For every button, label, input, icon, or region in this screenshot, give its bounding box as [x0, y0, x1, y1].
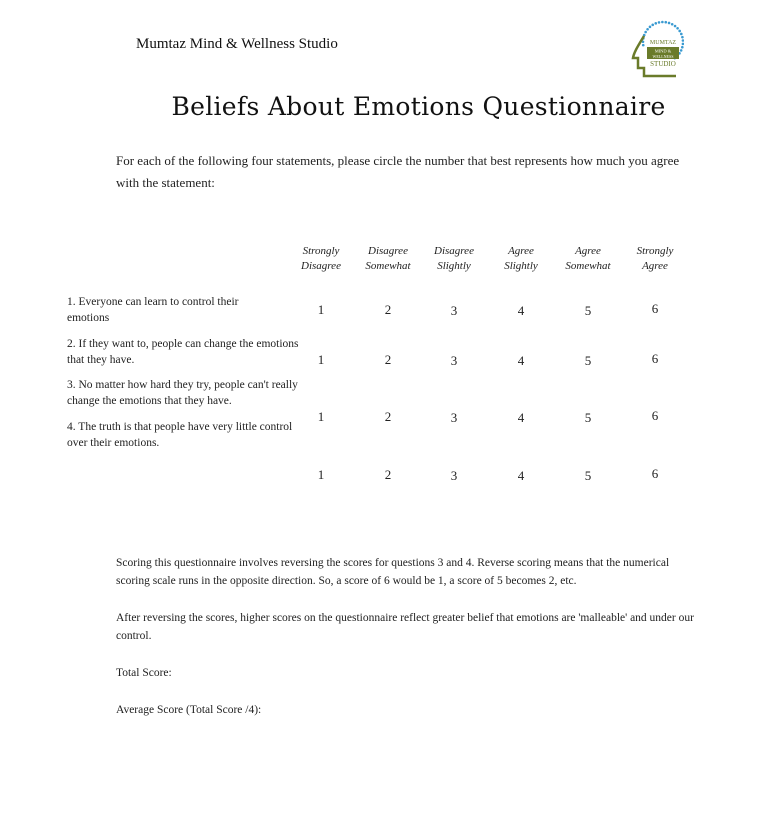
- logo-dot: [682, 43, 684, 46]
- logo-dot: [681, 36, 684, 39]
- scale-header-line: Disagree: [434, 245, 474, 257]
- instructions: For each of the following four statements, please circle the number that best represents how much you agree with the statement:: [116, 153, 680, 190]
- rating-option-4[interactable]: 4: [517, 468, 525, 483]
- logo-dot: [668, 22, 671, 25]
- scale-header-line: Disagree: [368, 245, 408, 257]
- statement-1: [67, 294, 323, 326]
- scale-header-line: Agree: [642, 260, 668, 272]
- statement-3: [67, 377, 323, 409]
- scale-header-line: Agree: [508, 245, 534, 257]
- rating-option-4[interactable]: 4: [517, 353, 525, 368]
- logo-dot: [678, 30, 681, 33]
- logo-dot: [649, 26, 652, 29]
- scale-header-3: [419, 244, 489, 274]
- scale-header-line: Disagree: [301, 260, 341, 272]
- rating-option-4[interactable]: 4: [517, 410, 525, 425]
- studio-name: Mumtaz Mind & Wellness Studio: [136, 36, 338, 52]
- scale-header-line: Strongly: [302, 245, 340, 257]
- scale-header-1: [286, 244, 356, 274]
- logo-dot: [661, 21, 664, 24]
- statement-line: 2. If they want to, people can change the emotions: [67, 338, 299, 350]
- scale-header-line: Strongly: [636, 245, 674, 257]
- rating-option-6[interactable]: 6: [651, 408, 659, 423]
- logo-text-2: MIND &: [654, 48, 672, 54]
- rating-option-3[interactable]: 3: [450, 353, 458, 368]
- logo-dot: [654, 22, 657, 25]
- rating-option-2[interactable]: 2: [384, 409, 392, 424]
- studio-logo: [630, 18, 684, 80]
- logo-dot: [664, 21, 667, 24]
- statement-line: 4. The truth is that people have very little control: [67, 421, 293, 433]
- logo-text-1: MUMTAZ: [649, 40, 677, 46]
- statement-2: [67, 336, 323, 368]
- scale-header-4: [486, 244, 556, 274]
- scale-header-line: Slightly: [437, 260, 471, 272]
- rating-option-2[interactable]: 2: [384, 352, 392, 367]
- rating-option-3[interactable]: 3: [450, 303, 458, 318]
- logo-dot: [651, 24, 654, 27]
- statement-line: emotions: [67, 312, 110, 324]
- statement-4: [67, 419, 323, 451]
- rating-option-6[interactable]: 6: [651, 466, 659, 481]
- rating-option-6[interactable]: 6: [651, 301, 659, 316]
- scoring-interpretation: After reversing the scores, higher scores on the questionnaire reflect greater belief that emotions are 'malleable' and under our control.: [116, 612, 694, 642]
- rating-option-5[interactable]: 5: [584, 353, 592, 368]
- scale-header-line: Agree: [575, 245, 601, 257]
- rating-option-3[interactable]: 3: [450, 410, 458, 425]
- rating-option-5[interactable]: 5: [584, 303, 592, 318]
- scale-header-2: [353, 244, 423, 274]
- rating-option-1[interactable]: 1: [317, 409, 325, 424]
- average-score-label: Average Score (Total Score /4):: [116, 704, 262, 716]
- logo-dot: [674, 25, 677, 28]
- logo-dot: [682, 39, 684, 42]
- statement-line: that they have.: [67, 354, 135, 366]
- statement-line: 1. Everyone can learn to control their: [67, 296, 239, 308]
- total-score-label: Total Score:: [116, 667, 172, 679]
- logo-dot: [644, 31, 647, 34]
- rating-option-1[interactable]: 1: [317, 302, 325, 317]
- scale-header-line: Slightly: [504, 260, 538, 272]
- rating-option-6[interactable]: 6: [651, 351, 659, 366]
- logo-dot: [680, 33, 683, 36]
- rating-option-2[interactable]: 2: [384, 302, 392, 317]
- statement-line: over their emotions.: [67, 437, 160, 449]
- scale-header-5: [553, 244, 623, 274]
- logo-dot: [671, 23, 674, 26]
- logo-dot: [680, 49, 683, 52]
- rating-option-1[interactable]: 1: [317, 467, 325, 482]
- rating-option-5[interactable]: 5: [584, 468, 592, 483]
- scale-header-line: Somewhat: [365, 260, 411, 272]
- logo-text-4: STUDIO: [650, 60, 676, 68]
- rating-option-4[interactable]: 4: [517, 303, 525, 318]
- rating-option-5[interactable]: 5: [584, 410, 592, 425]
- rating-option-3[interactable]: 3: [450, 468, 458, 483]
- logo-dot: [642, 44, 645, 47]
- logo-dot: [658, 21, 661, 24]
- scale-header-line: Somewhat: [565, 260, 611, 272]
- logo-dot: [681, 46, 684, 49]
- scale-header-6: [620, 244, 690, 274]
- rating-option-2[interactable]: 2: [384, 467, 392, 482]
- rating-option-1[interactable]: 1: [317, 352, 325, 367]
- statement-line: change the emotions that they have.: [67, 395, 232, 407]
- logo-text-3: WELLNESS: [652, 54, 674, 59]
- page-title: Beliefs About Emotions Questionnaire: [171, 92, 666, 121]
- logo-dot: [676, 27, 679, 30]
- scoring-instructions: Scoring this questionnaire involves reversing the scores for questions 3 and 4. Reverse scoring means that the numerical scoring scale runs in the opposite direction. So, a score of 6 would be 1, a score of 5 becomes 2, etc.: [116, 557, 670, 587]
- statement-line: 3. No matter how hard they try, people can't really: [67, 379, 298, 391]
- logo-dot: [646, 28, 649, 31]
